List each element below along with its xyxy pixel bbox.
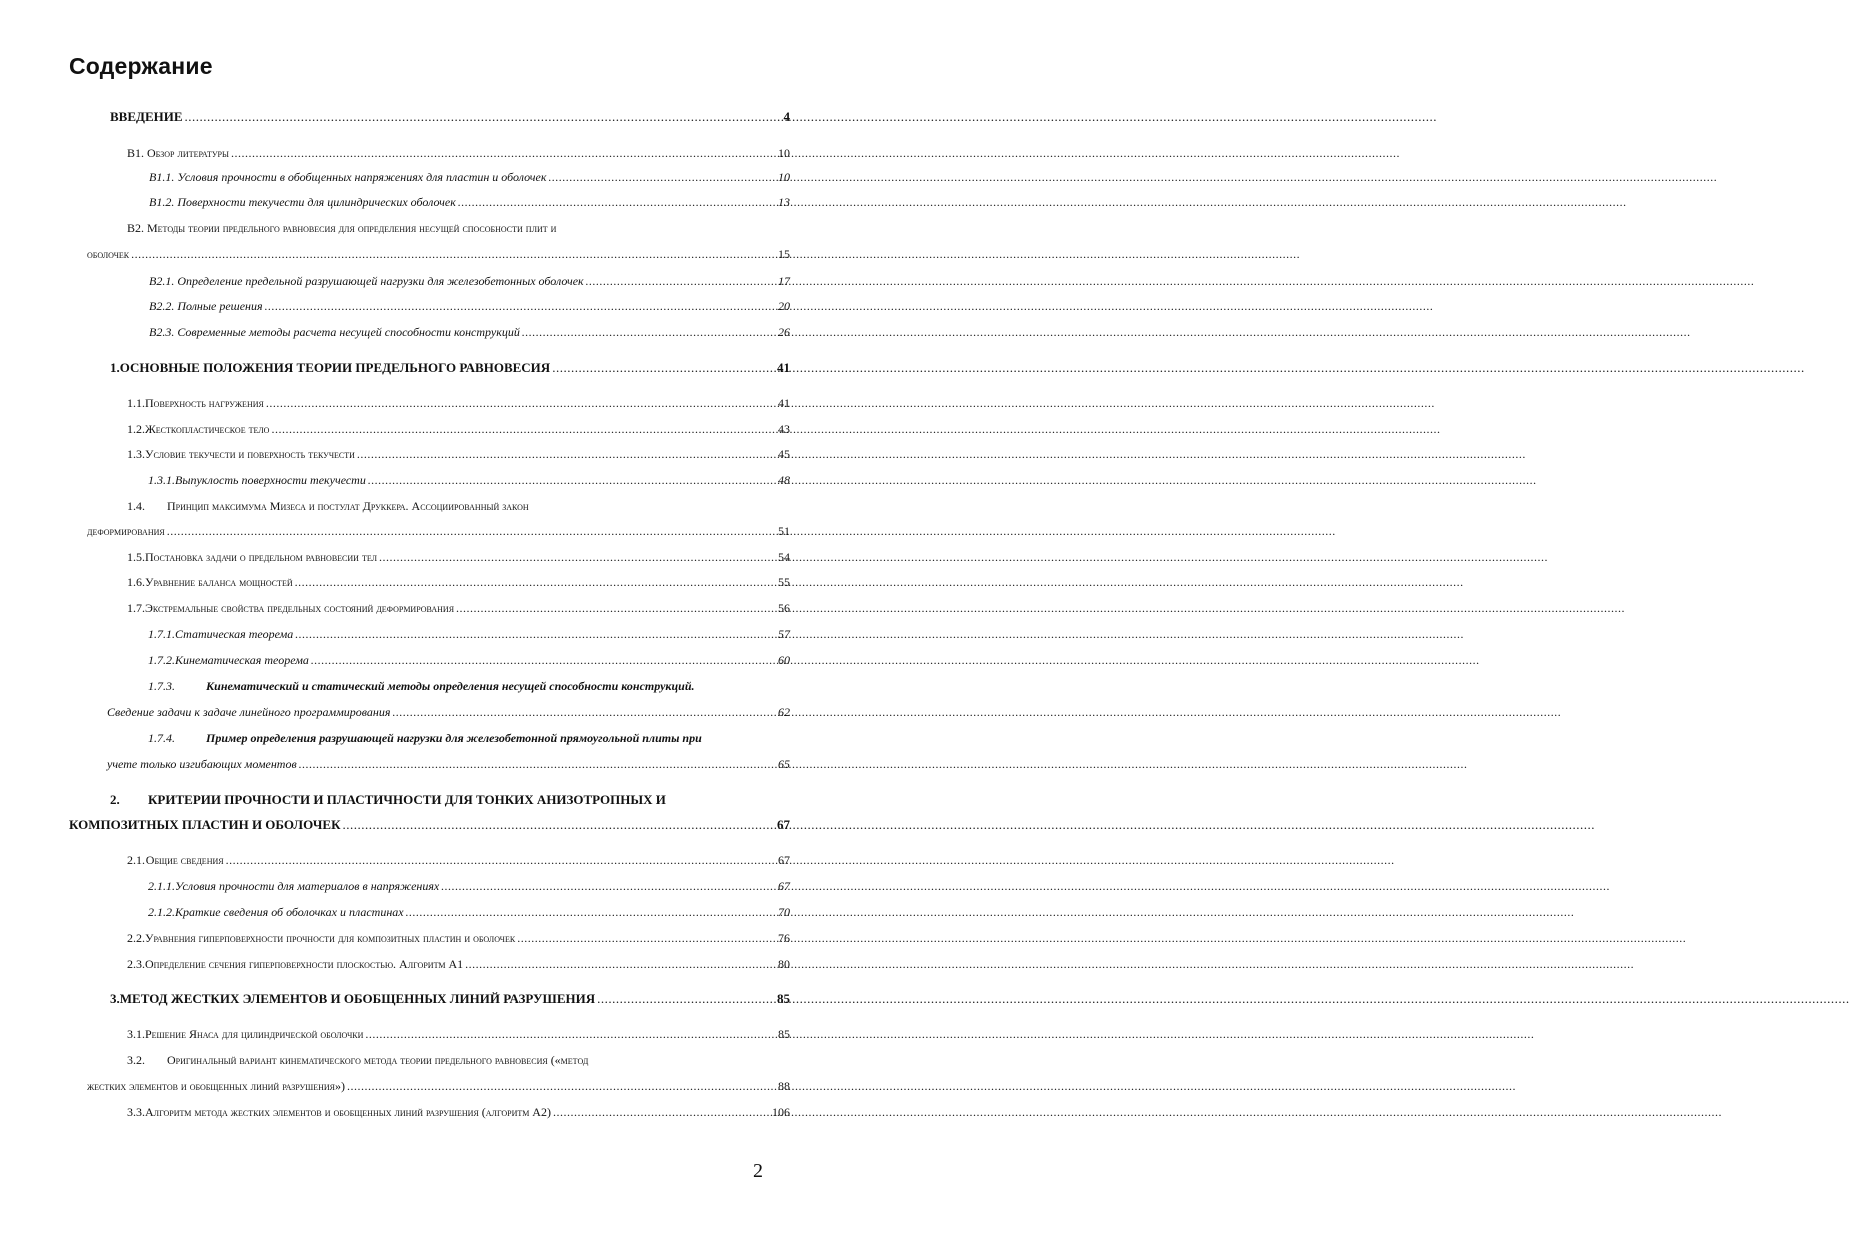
toc-entry[interactable] (149, 322, 790, 342)
toc-entry-page: 41 (778, 396, 790, 410)
toc-entry[interactable] (149, 167, 790, 187)
toc-entry-number: 1.7.4. (148, 731, 175, 745)
toc-entry[interactable] (149, 296, 790, 316)
toc-entry-page: 10 (778, 146, 790, 160)
toc-entry-page: 54 (778, 550, 790, 564)
toc-entry[interactable] (127, 393, 790, 413)
toc-entry-continuation: учете только изгибающих моментов (107, 757, 297, 771)
toc-entry[interactable] (127, 850, 790, 870)
toc-entry-title: Жесткопластическое тело (145, 422, 270, 436)
toc-entry-title: Алгоритм метода жестких элементов и обобщенных линий разрушения (алгоритм А2) (145, 1105, 551, 1119)
toc-entry-title: Экстремальные свойства предельных состояний деформирования (145, 601, 455, 615)
toc-entry-title: Уравнения гиперповерхности прочности для композитных пластин и оболочек (145, 931, 516, 945)
toc-entry-title: Условие текучести и поверхность текучести (145, 447, 355, 461)
toc-entry-number: 3. (110, 991, 120, 1006)
toc-entry-number: 2.1. (127, 853, 145, 867)
toc-entry[interactable] (127, 444, 790, 464)
toc-entry-title: МЕТОД ЖЕСТКИХ ЭЛЕМЕНТОВ И ОБОБЩЕННЫХ ЛИНИЙ РАЗРУШЕНИЯ (119, 991, 596, 1006)
toc-entry-title[interactable]: 1.7.3. Кинематический и статический методы определения несущей способности конструкций. (148, 676, 695, 696)
toc-entry-continuation: КОМПОЗИТНЫХ ПЛАСТИН И ОБОЛОЧЕК (69, 817, 341, 832)
toc-entry-page: 48 (778, 473, 790, 487)
toc-entry-title: В1. Обзор литературы (127, 146, 229, 160)
toc-entry[interactable] (148, 650, 790, 670)
toc-entry[interactable] (110, 989, 790, 1009)
toc-entry-page: 41 (777, 360, 790, 375)
toc-entry-number: 1. (110, 360, 120, 375)
toc-entry[interactable] (127, 1102, 790, 1122)
toc-entry[interactable] (87, 1076, 790, 1096)
toc-entry-title[interactable]: 1.7.4. Пример определения разрушающей нагрузки для железобетонной прямоугольной плиты при (148, 728, 702, 748)
toc-entry-title: Краткие сведения об оболочках и пластинах (175, 905, 404, 919)
toc-entry-title: Условия прочности для материалов в напряжениях (175, 879, 440, 893)
toc-entry-number: 1.6. (127, 575, 145, 589)
toc-entry-number: 1.3.1. (148, 473, 175, 487)
toc-entry-title: В2.3. Современные методы расчета несущей способности конструкций (149, 325, 520, 339)
page-number: 2 (753, 1160, 763, 1182)
toc-entry-continuation: деформирования (87, 524, 165, 538)
toc-entry-page: 80 (778, 957, 790, 971)
toc-entry[interactable] (127, 419, 790, 439)
toc-entry-number: 1.3. (127, 447, 145, 461)
toc-entry-title: Общие сведения (145, 853, 224, 867)
toc-entry-title: Выпуклость поверхности текучести (175, 473, 366, 487)
toc-entry-page: 70 (778, 905, 790, 919)
toc-entry-page: 51 (778, 524, 790, 538)
toc-entry[interactable] (87, 521, 790, 541)
toc-entry-continuation: жестких элементов и обобщенных линий разрушения») (87, 1079, 345, 1093)
toc-entry[interactable] (107, 754, 790, 774)
toc-entry-title[interactable]: 3.2. Оригинальный вариант кинематического метода теории предельного равновесия («метод (127, 1050, 588, 1070)
toc-entry-number: 1.7.2. (148, 653, 175, 667)
toc-entry[interactable] (127, 598, 790, 618)
toc-entry-title[interactable]: В2. Методы теории предельного равновесия для определения несущей способности плит и (127, 221, 557, 235)
toc-entry[interactable] (127, 1024, 790, 1044)
toc-entry-continuation: Сведение задачи к задаче линейного программирования (107, 705, 391, 719)
toc-entry-title: Решение Янаса для цилиндрической оболочки (145, 1027, 364, 1041)
toc-entry-title: Поверхность нагружения (145, 396, 264, 410)
toc-entry-title[interactable]: 1.4. Принцип максимума Мизеса и постулат Друккера. Ассоциированный закон (127, 496, 529, 516)
toc-entry[interactable] (107, 702, 790, 722)
toc-entry-page: 106 (772, 1105, 790, 1119)
toc-entry-number: 2. (110, 792, 120, 807)
toc-entry-number: 1.7. (127, 601, 145, 615)
toc-entry-page: 20 (778, 299, 790, 313)
toc-entry-page: 65 (778, 757, 790, 771)
toc-entry-title: Определение сечения гиперповерхности плоскостью. Алгоритм А1 (145, 957, 464, 971)
toc-entry-page: 10 (778, 170, 790, 184)
toc-entry-number: 2.2. (127, 931, 145, 945)
toc-entry[interactable] (110, 107, 790, 127)
toc-entry[interactable] (127, 928, 790, 948)
toc-entry-page: 45 (778, 447, 790, 461)
toc-entry-title: В1.1. Условия прочности в обобщенных напряжениях для пластин и оболочек (149, 170, 547, 184)
toc-entry-number: 1.5. (127, 550, 145, 564)
toc-entry-page: 26 (778, 325, 790, 339)
toc-entry-title: Постановка задачи о предельном равновесии тел (145, 550, 378, 564)
toc-entry[interactable] (127, 547, 790, 567)
toc-entry-page: 67 (778, 879, 790, 893)
toc-entry-page: 4 (783, 109, 790, 124)
toc-entry-page: 85 (777, 991, 790, 1006)
toc-entry-page: 56 (778, 601, 790, 615)
toc-entry[interactable] (127, 143, 790, 163)
toc-entry-page: 88 (778, 1079, 790, 1093)
toc-entry-title: В1.2. Поверхности текучести для цилиндрических оболочек (149, 195, 456, 209)
toc-entry-page: 15 (778, 247, 790, 261)
toc-entry-number: 1.1. (127, 396, 145, 410)
toc-entry-title: ВВЕДЕНИЕ (110, 109, 183, 124)
toc-entry-page: 60 (778, 653, 790, 667)
toc-entry-number: 1.4. (127, 499, 145, 513)
toc-entry-number: 3.2. (127, 1053, 145, 1067)
toc-entry[interactable] (148, 624, 790, 644)
toc-entry-page: 67 (777, 817, 790, 832)
toc-entry-number: 2.1.2. (148, 905, 175, 919)
toc-entry-number: 3.1. (127, 1027, 145, 1041)
toc-entry[interactable] (149, 192, 790, 212)
toc-entry-title: Кинематическая теорема (175, 653, 309, 667)
toc-entry-title: ОСНОВНЫЕ ПОЛОЖЕНИЯ ТЕОРИИ ПРЕДЕЛЬНОГО РАВНОВЕСИЯ (119, 360, 551, 375)
toc-entry-number: 2.1.1. (148, 879, 175, 893)
toc-entry-title: Уравнение баланса мощностей (145, 575, 293, 589)
table-of-contents (0, 0, 799, 1255)
toc-entry-page: 57 (778, 627, 790, 641)
toc-entry-number: 3.3. (127, 1105, 145, 1119)
toc-entry-page: 85 (778, 1027, 790, 1041)
page-title: Содержание (69, 53, 213, 79)
toc-entry-page: 17 (778, 274, 790, 288)
toc-entry-number: 1.7.1. (148, 627, 175, 641)
toc-entry[interactable] (148, 876, 790, 896)
toc-entry-number: 1.2. (127, 422, 145, 436)
toc-entry-number: 1.7.3. (148, 679, 175, 693)
toc-entry[interactable] (110, 358, 790, 378)
toc-entry[interactable] (127, 954, 790, 974)
toc-entry-title: Статическая теорема (175, 627, 294, 641)
toc-entry[interactable] (149, 271, 790, 291)
toc-entry-page: 13 (778, 195, 790, 209)
toc-entry-page: 55 (778, 575, 790, 589)
toc-entry[interactable] (69, 815, 790, 835)
toc-entry[interactable] (148, 470, 790, 490)
toc-entry-continuation: оболочек (87, 247, 130, 261)
toc-entry-number: 2.3. (127, 957, 145, 971)
toc-entry-page: 67 (778, 853, 790, 867)
toc-entry-page: 76 (778, 931, 790, 945)
toc-entry[interactable] (148, 902, 790, 922)
toc-entry-page: 62 (778, 705, 790, 719)
toc-entry-page: 43 (778, 422, 790, 436)
toc-entry-title[interactable]: 2. КРИТЕРИИ ПРОЧНОСТИ И ПЛАСТИЧНОСТИ ДЛЯ ТОНКИХ АНИЗОТРОПНЫХ И (110, 790, 666, 810)
toc-entry-title: В2.1. Определение предельной разрушающей нагрузки для железобетонных оболочек (149, 274, 584, 288)
toc-entry-title: В2.2. Полные решения (149, 299, 263, 313)
toc-entry[interactable] (127, 572, 790, 592)
toc-entry[interactable] (87, 244, 790, 264)
